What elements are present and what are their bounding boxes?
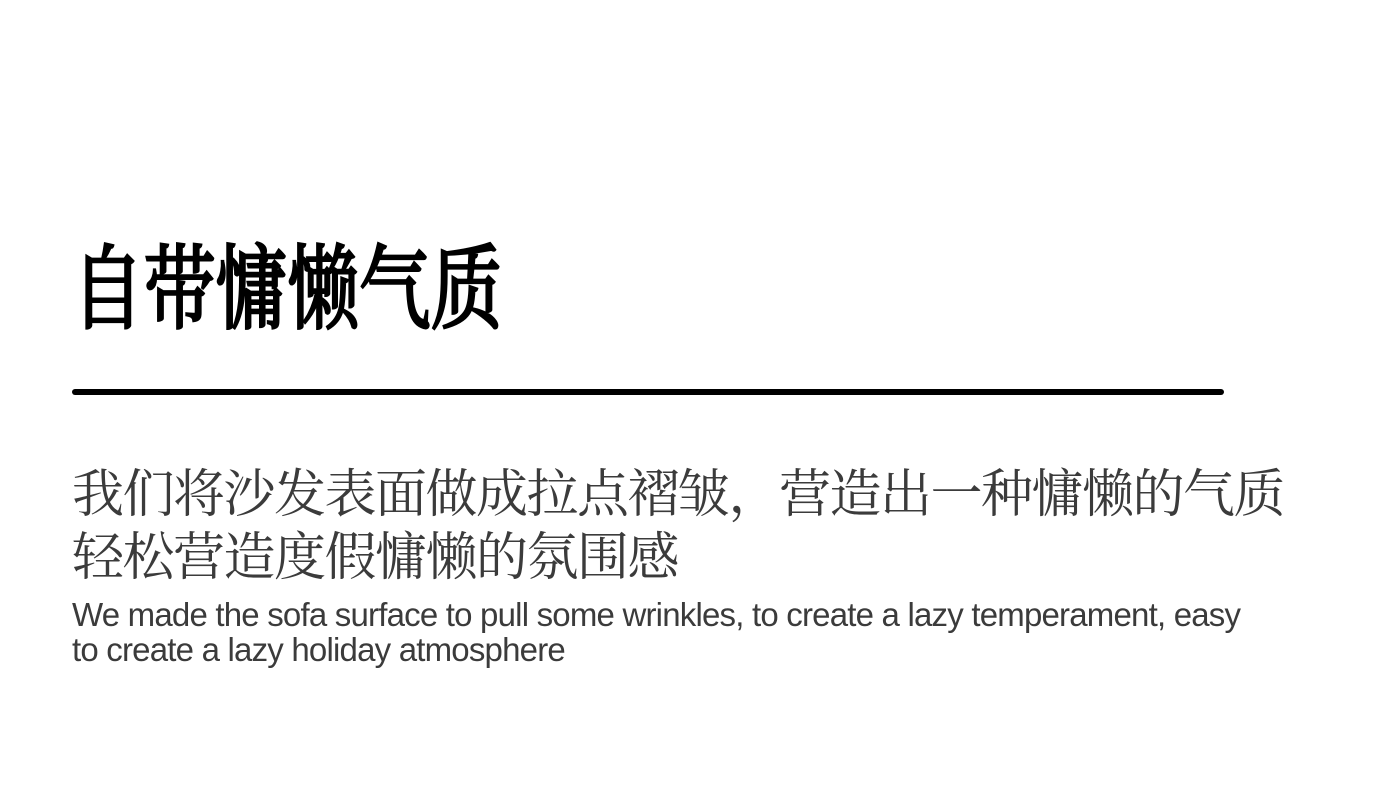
description-english-line-1: We made the sofa surface to pull some wrinkles, to create a lazy temperament, easy [72,596,1241,633]
description-english-line-2: to create a lazy holiday atmosphere [72,631,565,668]
description-chinese [72,464,1284,590]
description-chinese-line-2: 轻松营造度假慵懒的氛围感 [72,529,679,587]
title-underline-divider [72,389,1224,395]
description-chinese-line-1: 我们将沙发表面做成拉点褶皱，营造出一种慵懒的气质 [72,466,1285,524]
page-title: 自带慵懒气质 [72,239,503,341]
description-english [72,597,1240,667]
